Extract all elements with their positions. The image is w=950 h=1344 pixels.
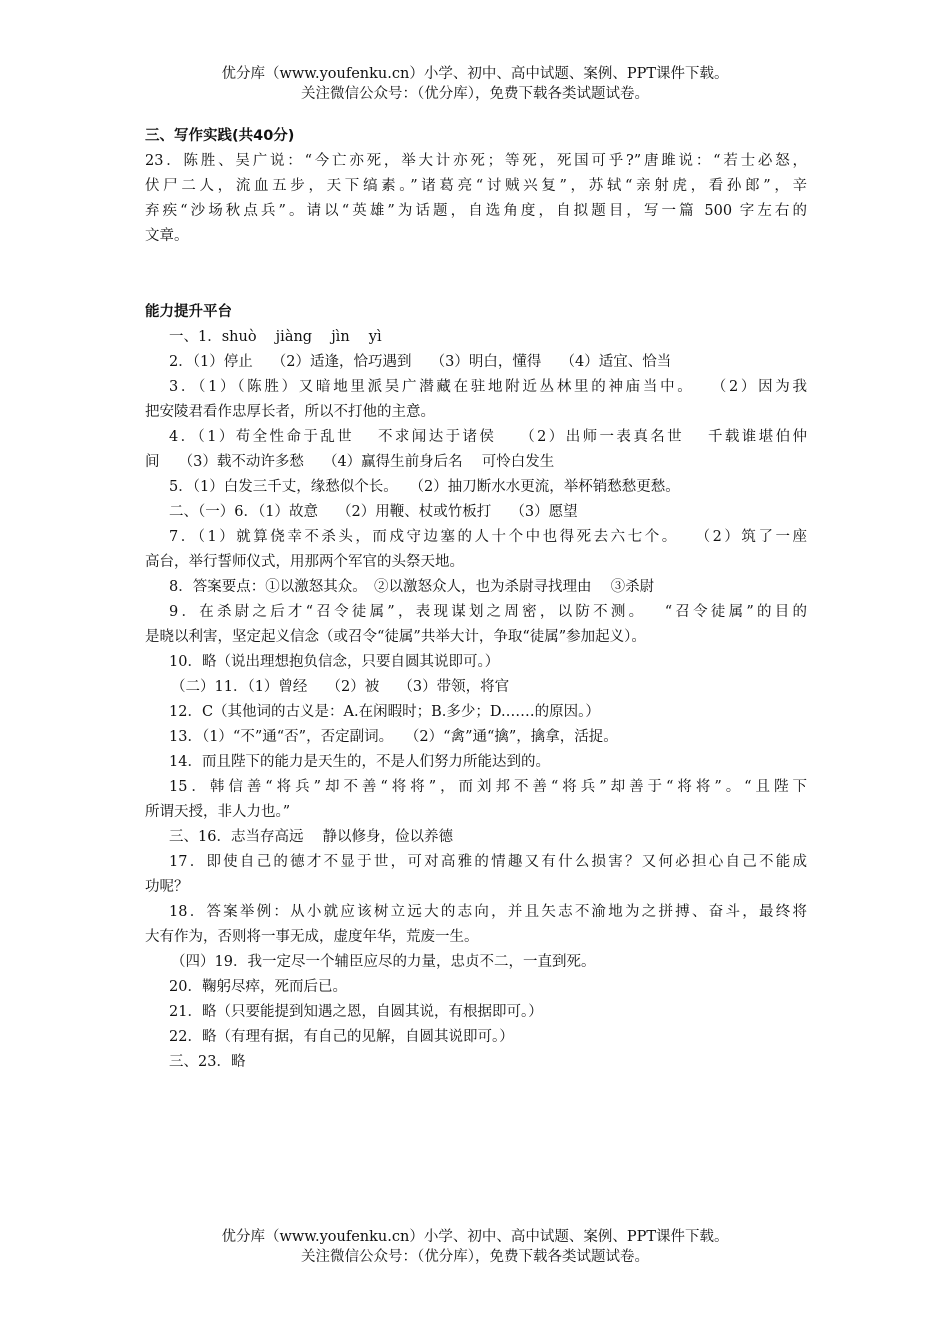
answer-line: （二）11．（1）曾经 （2）被 （3）带领，将官 xyxy=(171,679,510,695)
answer-line: 21．略（只要能提到知遇之恩，自圆其说，有根据即可。） xyxy=(169,1004,543,1020)
answer-line: 所谓天授，非人力也。” xyxy=(145,804,291,820)
writing-prompt-line: 文章。 xyxy=(145,228,189,244)
answer-line: 把安陵君看作忠厚长者，所以不打他的主意。 xyxy=(145,404,435,420)
answer-line: （四）19．我一定尽一个辅臣应尽的力量，忠贞不二，一直到死。 xyxy=(171,954,596,970)
header-line-2: 关注微信公众号：（优分库），免费下载各类试题试卷。 xyxy=(301,86,649,102)
answer-line: 高台，举行誓师仪式，用那两个军官的头祭天地。 xyxy=(145,554,464,570)
answer-line: 间 （3）载不动许多愁 （4）赢得生前身后名 可怜白发生 xyxy=(145,454,555,470)
answer-line: 17．即使自己的德才不显于世，可对高雅的情趣又有什么损害？又何必担心自己不能成 xyxy=(169,854,807,870)
writing-prompt-line: 伏尸二人，流血五步，天下缟素。”诸葛亮“讨贼兴复”，苏轼“亲射虎，看孙郎”，辛 xyxy=(145,178,807,194)
answer-line: 12．C（其他词的古义是：A.在闲暇时；B.多少；D.……的原因。） xyxy=(169,704,600,720)
answer-line: 13．（1）“不”通“否”，否定副词。 （2）“禽”通“擒”，擒拿，活捉。 xyxy=(169,729,618,745)
footer-line-2: 关注微信公众号：（优分库），免费下载各类试题试卷。 xyxy=(301,1249,649,1265)
answer-line: 3．（1）（陈胜）又暗地里派吴广潜藏在驻地附近丛林里的神庙当中。 （2）因为我 xyxy=(169,379,807,395)
answer-line: 22．略（有理有据，有自己的见解，自圆其说即可。） xyxy=(169,1029,514,1045)
answer-line: 18．答案举例：从小就应该树立远大的志向，并且矢志不渝地为之拼搏、奋斗，最终将 xyxy=(169,904,807,920)
answer-line: 8．答案要点：①以激怒其众。 ②以激怒众人，也为杀尉寻找理由 ③杀尉 xyxy=(169,579,655,595)
writing-section-title: 三、写作实践(共40分) xyxy=(145,128,295,144)
page-header xyxy=(0,64,950,104)
answers-section-title: 能力提升平台 xyxy=(145,304,232,320)
answer-line: 大有作为，否则将一事无成，虚度年华，荒废一生。 xyxy=(145,929,479,945)
answer-line: 功呢？ xyxy=(145,879,189,895)
answer-line: 是晓以利害，坚定起义信念（或召令“徒属”共举大计，争取“徒属”参加起义）。 xyxy=(145,629,646,645)
writing-prompt-line: 23．陈胜、吴广说：“今亡亦死，举大计亦死；等死，死国可乎?”唐雎说：“若士必怒， xyxy=(145,153,807,169)
footer-line-1: 优分库（www.youfenku.cn）小学、初中、高中试题、案例、PPT课件下载。 xyxy=(221,1229,729,1245)
answer-line: 5．（1）白发三千丈，缘愁似个长。 （2）抽刀断水水更流，举杯销愁愁更愁。 xyxy=(169,479,680,495)
writing-prompt-line: 弃疾“沙场秋点兵”。请以“英雄”为话题，自选角度，自拟题目，写一篇 500 字左右的 xyxy=(145,203,807,219)
answer-line: 9．在杀尉之后才“召令徒属”，表现谋划之周密，以防不测。 “召令徒属”的目的 xyxy=(169,604,807,620)
answer-line: 三、23．略 xyxy=(169,1054,246,1070)
answer-line: 二、（一）6．（1）故意 （2）用鞭、杖或竹板打 （3）愿望 xyxy=(169,504,578,520)
answer-line: 一、1．shuò jiàng jìn yì xyxy=(169,329,382,345)
page-footer xyxy=(0,1227,950,1267)
answer-line: 14．而且陛下的能力是天生的，不是人们努力所能达到的。 xyxy=(169,754,550,770)
header-line-1: 优分库（www.youfenku.cn）小学、初中、高中试题、案例、PPT课件下载。 xyxy=(221,66,729,82)
answer-line: 10．略（说出理想抱负信念，只要自圆其说即可。） xyxy=(169,654,500,670)
answer-line: 7．（1）就算侥幸不杀头，而戍守边塞的人十个中也得死去六七个。 （2）筑了一座 xyxy=(169,529,807,545)
answer-line: 三、16．志当存高远 静以修身，俭以养德 xyxy=(169,829,454,845)
answer-line: 15．韩信善“将兵”却不善“将将”，而刘邦不善“将兵”却善于“将将”。“且陛下 xyxy=(169,779,807,795)
answer-line: 20．鞠躬尽瘁，死而后已。 xyxy=(169,979,347,995)
answer-line: 4．（1）苟全性命于乱世 不求闻达于诸侯 （2）出师一表真名世 千载谁堪伯仲 xyxy=(169,429,807,445)
answer-line: 2．（1）停止 （2）适逢，恰巧遇到 （3）明白，懂得 （4）适宜、恰当 xyxy=(169,354,672,370)
